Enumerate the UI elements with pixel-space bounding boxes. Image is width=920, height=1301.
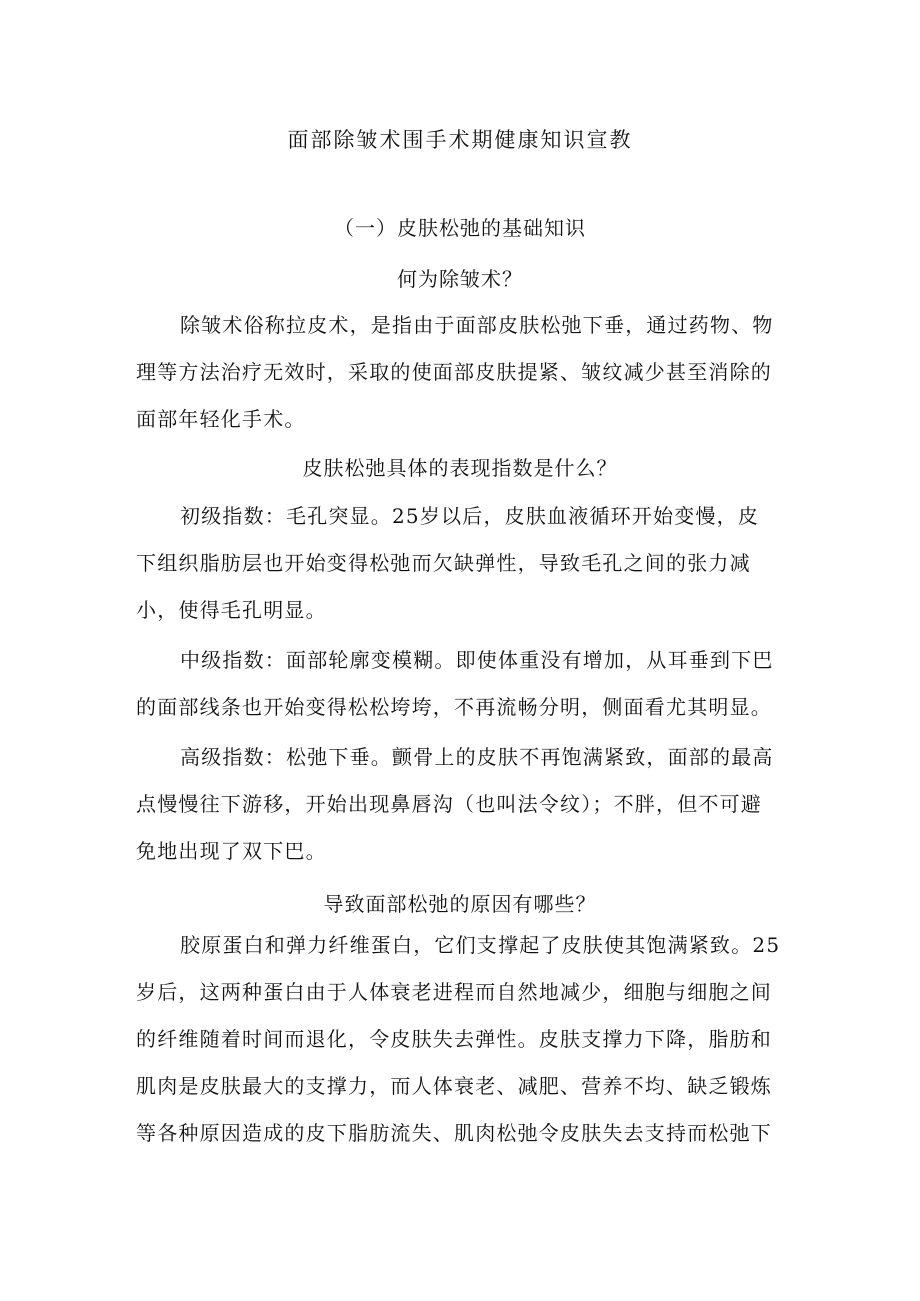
- paragraph-line: 理等方法治疗无效时，采取的使面部皮肤提紧、皱纹减少甚至消除的: [136, 360, 772, 384]
- paragraph-line: 小，使得毛孔明显。: [136, 598, 327, 622]
- question-heading-3: 导致面部松弛的原因有哪些？: [323, 892, 597, 916]
- paragraph-line: 肌肉是皮肤最大的支撑力，而人体衰老、减肥、营养不均、缺乏锻炼: [136, 1074, 772, 1098]
- paragraph-line: 的纤维随着时间而退化，令皮肤失去弹性。皮肤支撑力下降，脂肪和: [136, 1027, 772, 1051]
- paragraph-4: [136, 734, 796, 875]
- question-heading-2: 皮肤松弛具体的表现指数是什么？: [302, 456, 618, 480]
- paragraph-line: 除皱术俗称拉皮术，是指由于面部皮肤松弛下垂，通过药物、物: [180, 313, 774, 337]
- paragraph-5: [136, 922, 796, 1157]
- document-title: 面部除皱术围手术期健康知识宣教: [287, 128, 633, 152]
- paragraph-line: 的面部线条也开始变得松松垮垮，不再流畅分明，侧面看尤其明显。: [136, 695, 772, 719]
- paragraph-3: [136, 637, 796, 731]
- paragraph-line: 面部年轻化手术。: [136, 407, 306, 431]
- paragraph-line: 中级指数：面部轮廓变模糊。即使体重没有增加，从耳垂到下巴: [180, 648, 774, 672]
- section-heading: （一）皮肤松弛的基础知识: [334, 216, 586, 240]
- paragraph-line: 下组织脂肪层也开始变得松弛而欠缺弹性，导致毛孔之间的张力减: [136, 551, 751, 575]
- paragraph-line: 初级指数：毛孔突显。25岁以后，皮肤血液循环开始变慢，皮: [180, 504, 760, 528]
- paragraph-line: 岁后，这两种蛋白由于人体衰老进程而自然地减少，细胞与细胞之间: [136, 980, 772, 1004]
- paragraph-1: [136, 302, 796, 443]
- paragraph-line: 点慢慢往下游移，开始出现鼻唇沟（也叫法令纹）；不胖，但不可避: [136, 792, 762, 816]
- paragraph-2: [136, 493, 796, 634]
- question-heading-1: 何为除皱术？: [397, 267, 523, 291]
- paragraph-line: 免地出现了双下巴。: [136, 839, 327, 863]
- paragraph-line: 高级指数：松弛下垂。颤骨上的皮肤不再饱满紧致，面部的最高: [180, 745, 774, 769]
- paragraph-line: 等各种原因造成的皮下脂肪流失、肌肉松弛令皮肤失去支持而松弛下: [136, 1121, 772, 1145]
- paragraph-line: 胶原蛋白和弹力纤维蛋白，它们支撑起了皮肤使其饱满紧致。25: [180, 933, 781, 957]
